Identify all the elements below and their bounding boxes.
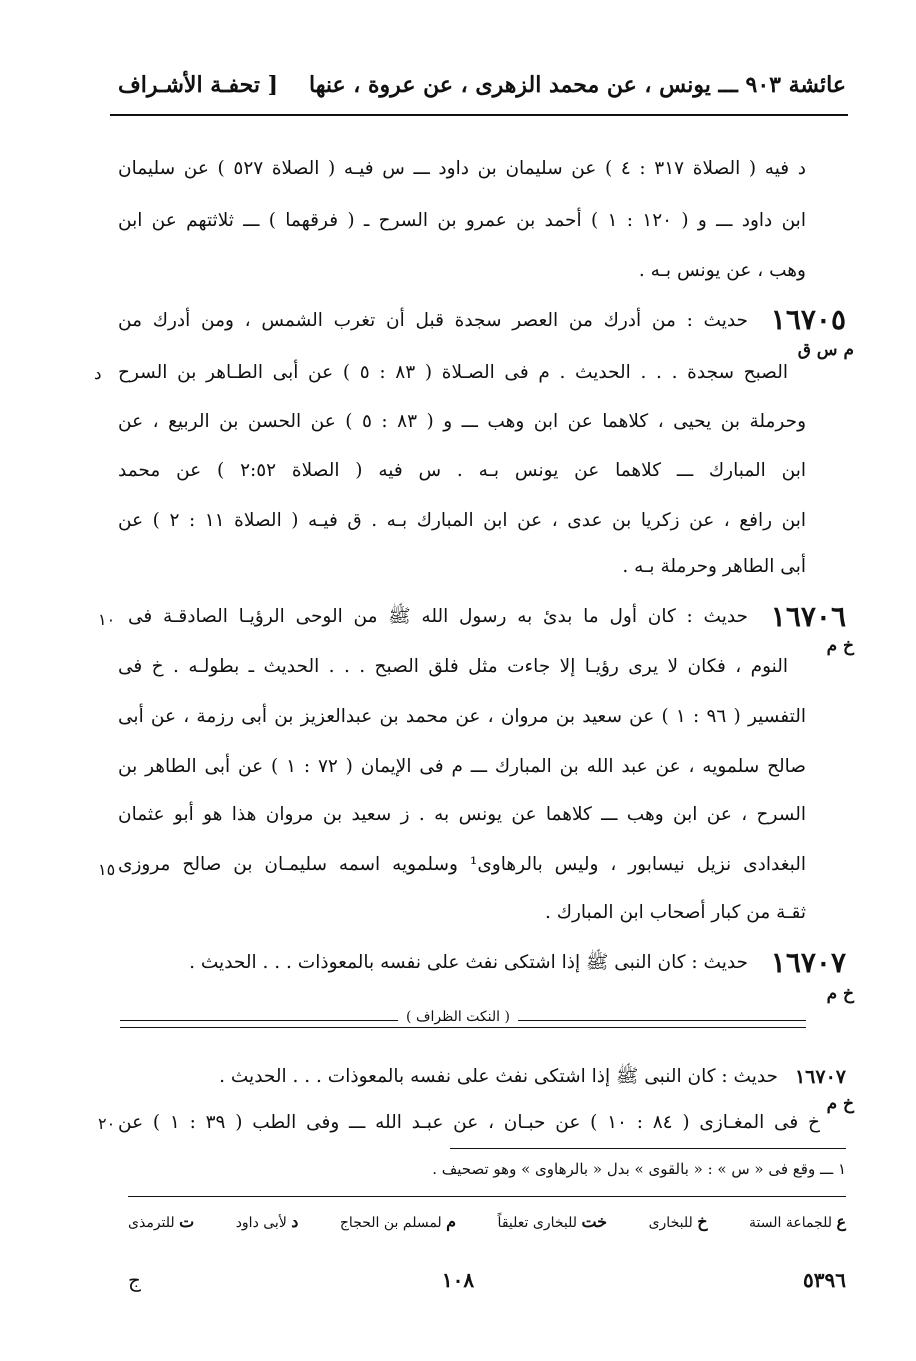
abbreviation-item: خ للبخارى [648, 1212, 708, 1231]
book-sigla: خ م [826, 636, 854, 656]
text-line: خ فى المغـازى ( ٨٤ : ١٠ ) عن حبـان ، عن عبـد الله ـــ وفى الطب ( ٣٩ : ١ ) عن [118, 1112, 820, 1133]
text-line: السرح ، عن ابن وهب ـــ كلاهما عن يونس به . ز سعيد بن مروان هذا هو أبو عثمان [118, 804, 806, 825]
text-line: حديث : من أدرك من العصر سجدة قبل أن تغرب الشمس ، ومن أدرك من [118, 310, 748, 331]
text-line: حديث : كان النبى ﷺ إذا اشتكى نفث على نفسه بالمعوذات . . . الحديث . [219, 1066, 778, 1087]
footnote: ١ ـــ وقع فى « س » : « بالقوى » بدل « بالرهاوى » وهو تصحيف . [432, 1160, 846, 1178]
abbreviation-item: د لأبى داود [235, 1212, 299, 1231]
text-line: حديث : كان أول ما بدئ به رسول الله ﷺ من الوحى الرؤيـا الصادقـة فى [128, 606, 748, 627]
text-line: وهب ، عن يونس بـه . [638, 260, 806, 281]
running-header-title: عائشة ٩٠٣ ـــ يونس ، عن محمد الزهرى ، عن عروة ، عنها [309, 72, 846, 98]
abbreviation-item: خت للبخارى تعليقاً [497, 1212, 608, 1231]
text-line: البغدادى نزيل نيسابور ، وليس بالرهاوى¹ وسلمويه اسمه سليمـان بن صالح مروزى [118, 854, 806, 875]
text-line: ابن رافع ، عن زكريا بن عدى ، عن ابن المبارك بـه . ق فيـه ( الصلاة ١١ : ٢ ) عن [118, 510, 806, 531]
section-divider-label: ( النكت الظراف ) [398, 1009, 518, 1025]
abbreviation-rule [128, 1196, 846, 1197]
text-line: أبى الطاهر وحرملة بـه . [622, 556, 806, 577]
page-number: ١٠٨ [441, 1268, 475, 1292]
footer-serial: ٥٣٩٦ [803, 1268, 846, 1292]
line-number: ٢٠ [98, 1114, 116, 1133]
text-line: الصبح سجدة . . . الحديث . م فى الصـلاة ( ٨٣ : ٥ ) عن أبى الطـاهر بن السرح [118, 362, 788, 383]
hadith-number: ١٦٧٠٥ [770, 303, 846, 336]
text-line: ابن داود ـــ و ( ١٢٠ : ١ ) أحمد بن عمرو بن السرح ـ ( فرقهما ) ـــ ثلاثتهم عن ابن [118, 210, 806, 231]
book-sigla: خ م [826, 1094, 854, 1114]
hadith-number: ١٦٧٠٧ [770, 946, 846, 979]
text-line: ابن المبارك ـــ كلاهما عن يونس بـه . س فيه ( الصلاة ٢:٥٢ ) عن محمد [118, 460, 806, 481]
book-sigla: م س ق [797, 340, 854, 360]
text-line: صالح سلمويه ، عن عبد الله بن المبارك ـــ م فى الإيمان ( ٧٢ : ١ ) عن أبى الطاهر بن [118, 756, 806, 777]
abbreviation-key [128, 1212, 846, 1231]
text-line: النوم ، فكان لا يرى رؤيـا إلا جاءت مثل فلق الصبح . . . الحديث ـ بطولـه . خ فى [118, 656, 788, 677]
hadith-number: ١٦٧٠٧ [794, 1066, 846, 1088]
text-line: وحرملة بن يحيى ، كلاهما عن ابن وهب ـــ و ( ٨٣ : ٥ ) عن الحسن بن الربيع ، عن [118, 411, 806, 432]
footnote-rule [450, 1148, 846, 1149]
running-header-book: [ تحفـة الأشـراف [118, 72, 279, 98]
book-sigla: خ م [826, 984, 854, 1004]
line-number: ١٥ [98, 860, 116, 879]
text-line: حديث : كان النبى ﷺ إذا اشتكى نفث على نفسه بالمعوذات . . . الحديث . [189, 952, 748, 973]
line-number: ١٠ [98, 610, 116, 629]
margin-marker: د [94, 364, 102, 384]
abbreviation-item: ت للترمذى [128, 1212, 195, 1231]
text-line: د فيه ( الصلاة ٣١٧ : ٤ ) عن سليمان بن داود ـــ س فيـه ( الصلاة ٥٢٧ ) عن سليمان [118, 158, 807, 179]
abbreviation-item: ع للجماعة الستة [749, 1212, 846, 1231]
footer-signature: ج [128, 1268, 141, 1292]
text-line: ثقـة من كبار أصحاب ابن المبارك . [544, 902, 806, 923]
text-line: التفسير ( ٩٦ : ١ ) عن سعيد بن مروان ، عن محمد بن عبدالعزيز بن أبى رزمة ، عن أبى [118, 706, 806, 727]
abbreviation-item: م لمسلم بن الحجاج [339, 1212, 457, 1231]
hadith-number: ١٦٧٠٦ [770, 600, 846, 633]
header-rule [110, 114, 848, 116]
